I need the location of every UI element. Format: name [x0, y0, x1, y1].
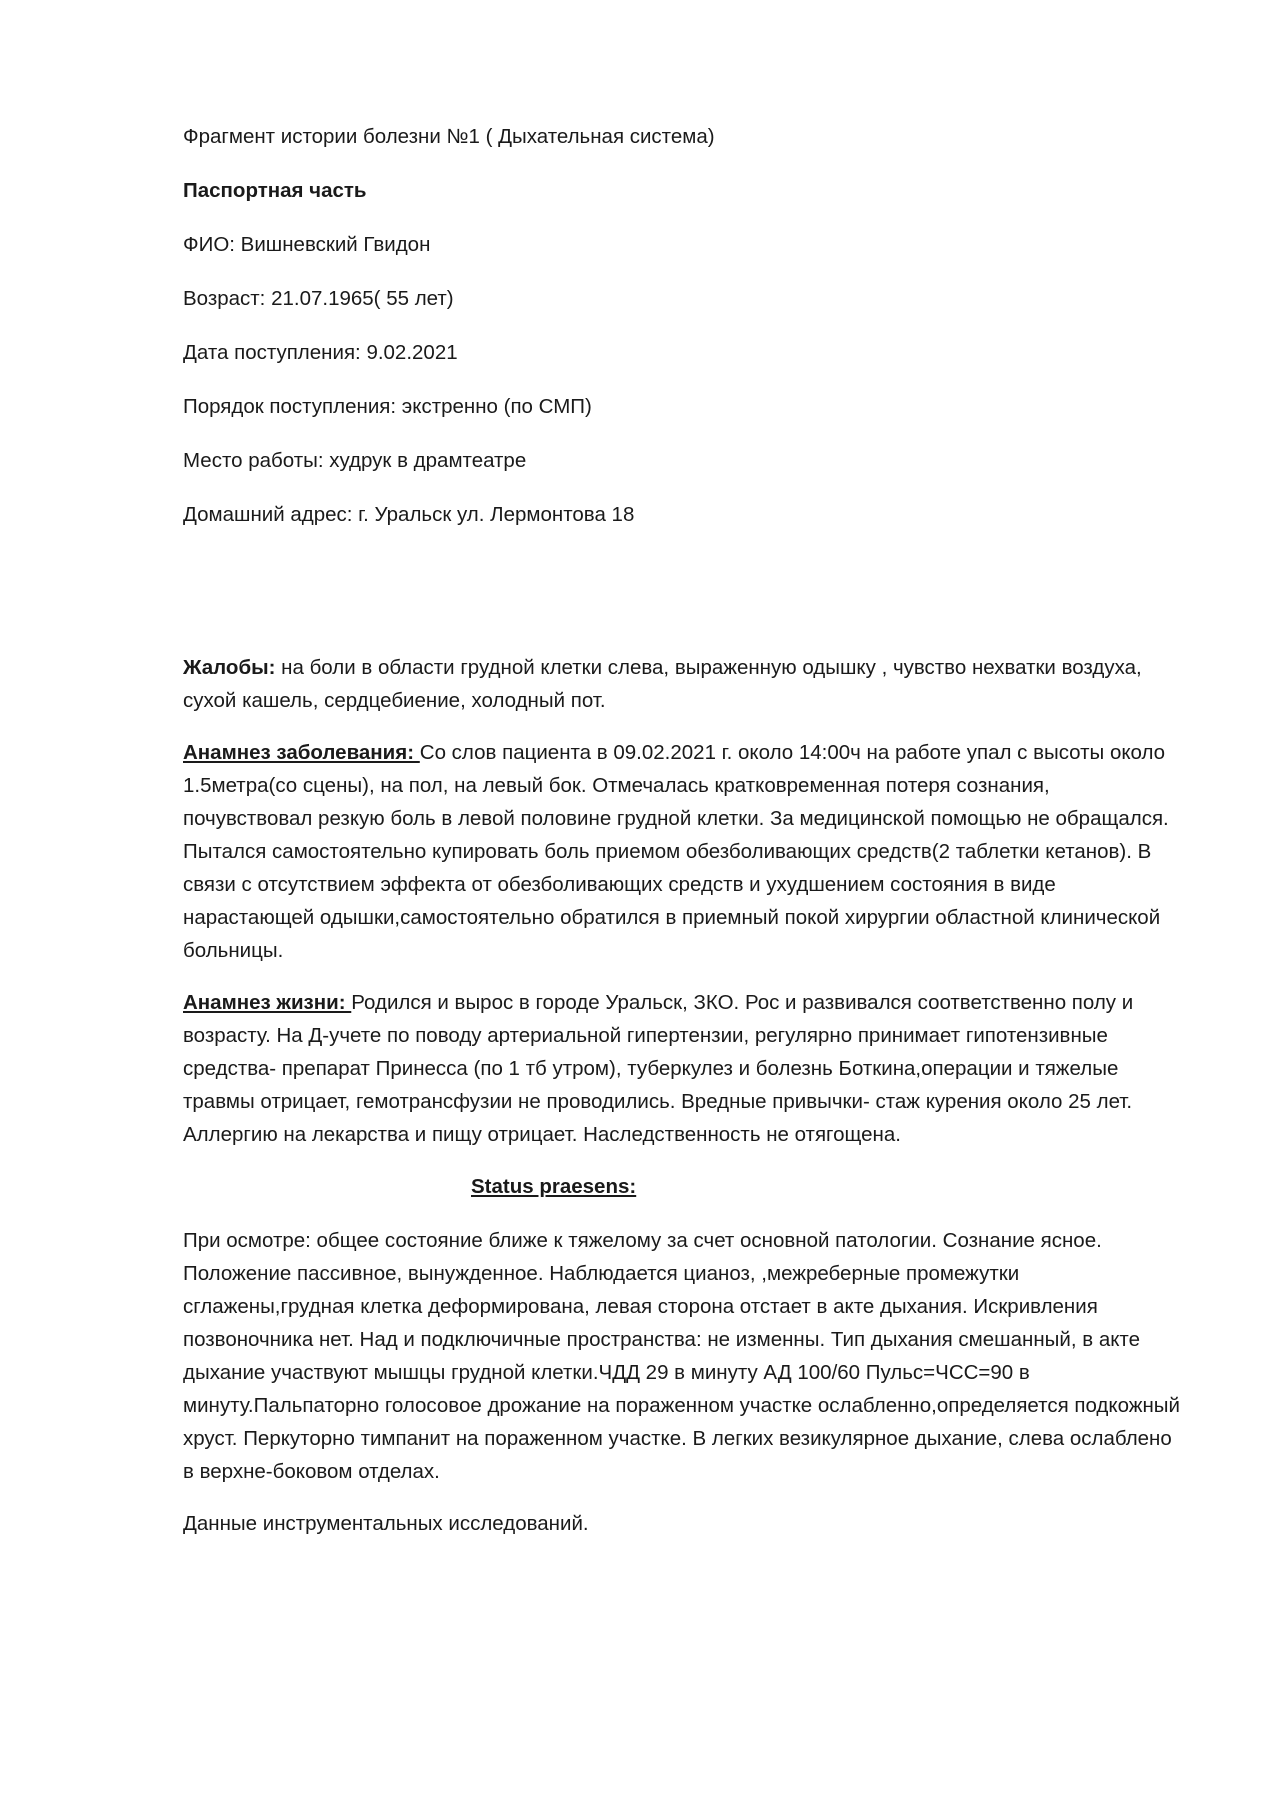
complaints-text: на боли в области грудной клетки слева, выраженную одышку , чувство нехватки воздуха, сухой кашель, сердцебиение, холодный пот. [183, 656, 1142, 712]
instrumental-heading: Данные инструментальных исследований. [183, 1512, 589, 1535]
passport-admission-order: Порядок поступления: экстренно (по СМП) [183, 395, 592, 418]
spacer [183, 552, 1183, 651]
anamnesis-morbi-paragraph [183, 736, 1183, 967]
anamnesis-morbi-text: Со слов пациента в 09.02.2021 г. около 14:00ч на работе упал с высоты около 1.5метра(со сцены), на пол, на левый бок. Отмечалась кратковременная потеря сознания, почувствовал резкую боль в левой половине грудной клетки. За медицинской помощью не обращался. Пытался самостоятельно купировать боль приемом обезболивающих средств(2 таблетки кетанов). В связи с отсутствием эффекта от обезболивающих средств и ухудшением состояния в виде нарастающей одышки,самостоятельно обратился в приемный покой хирургии областной клинической больницы. [183, 741, 1169, 962]
passport-age: Возраст: 21.07.1965( 55 лет) [183, 287, 454, 310]
anamnesis-morbi-label: Анамнез заболевания: [183, 741, 420, 764]
passport-admission-date: Дата поступления: 9.02.2021 [183, 341, 458, 364]
passport-address: Домашний адрес: г. Уральск ул. Лермонтова 18 [183, 503, 635, 526]
status-heading: Status praesens: [471, 1175, 637, 1198]
complaints-label: Жалобы: [183, 656, 276, 679]
passport-heading: Паспортная часть [183, 179, 367, 202]
anamnesis-vitae-label: Анамнез жизни: [183, 991, 352, 1014]
anamnesis-vitae-text: Родился и вырос в городе Уральск, ЗКО. Рос и развивался соответственно полу и возрасту. На Д-учете по поводу артериальной гипертензии, регулярно принимает гипотензивные средства- препарат Принесса (по 1 тб утром), туберкулез и болезнь Боткина,операции и тяжелые травмы отрицает, гемотрансфузии не проводились. Вредные привычки- стаж курения около 25 лет. Аллергию на лекарства и пищу отрицает. Наследственность не отягощена. [183, 991, 1134, 1146]
document-page [183, 120, 1183, 1561]
document-title: Фрагмент истории болезни №1 ( Дыхательная система) [183, 125, 715, 148]
complaints-paragraph [183, 651, 1183, 717]
passport-fio: ФИО: Вишневский Гвидон [183, 233, 431, 256]
anamnesis-vitae-paragraph [183, 986, 1183, 1151]
status-paragraph: При осмотре: общее состояние ближе к тяжелому за счет основной патологии. Сознание ясное. Положение пассивное, вынужденное. Наблюдается цианоз, ,межреберные промежутки сглажены,грудная клетка деформирована, левая сторона отстает в акте дыхания. Искривления позвоночника нет. Над и подключичные пространства: не изменны. Тип дыхания смешанный, в акте дыхание участвуют мышцы грудной клетки.ЧДД 29 в минуту АД 100/60 Пульс=ЧСС=90 в минуту.Пальпаторно голосовое дрожание на пораженном участке ослабленно,определяется подкожный хруст. Перкуторно тимпанит на пораженном участке. В легких везикулярное дыхание, слева ослаблено в верхне-боковом отделах. [183, 1229, 1180, 1483]
passport-workplace: Место работы: худрук в драмтеатре [183, 449, 527, 472]
